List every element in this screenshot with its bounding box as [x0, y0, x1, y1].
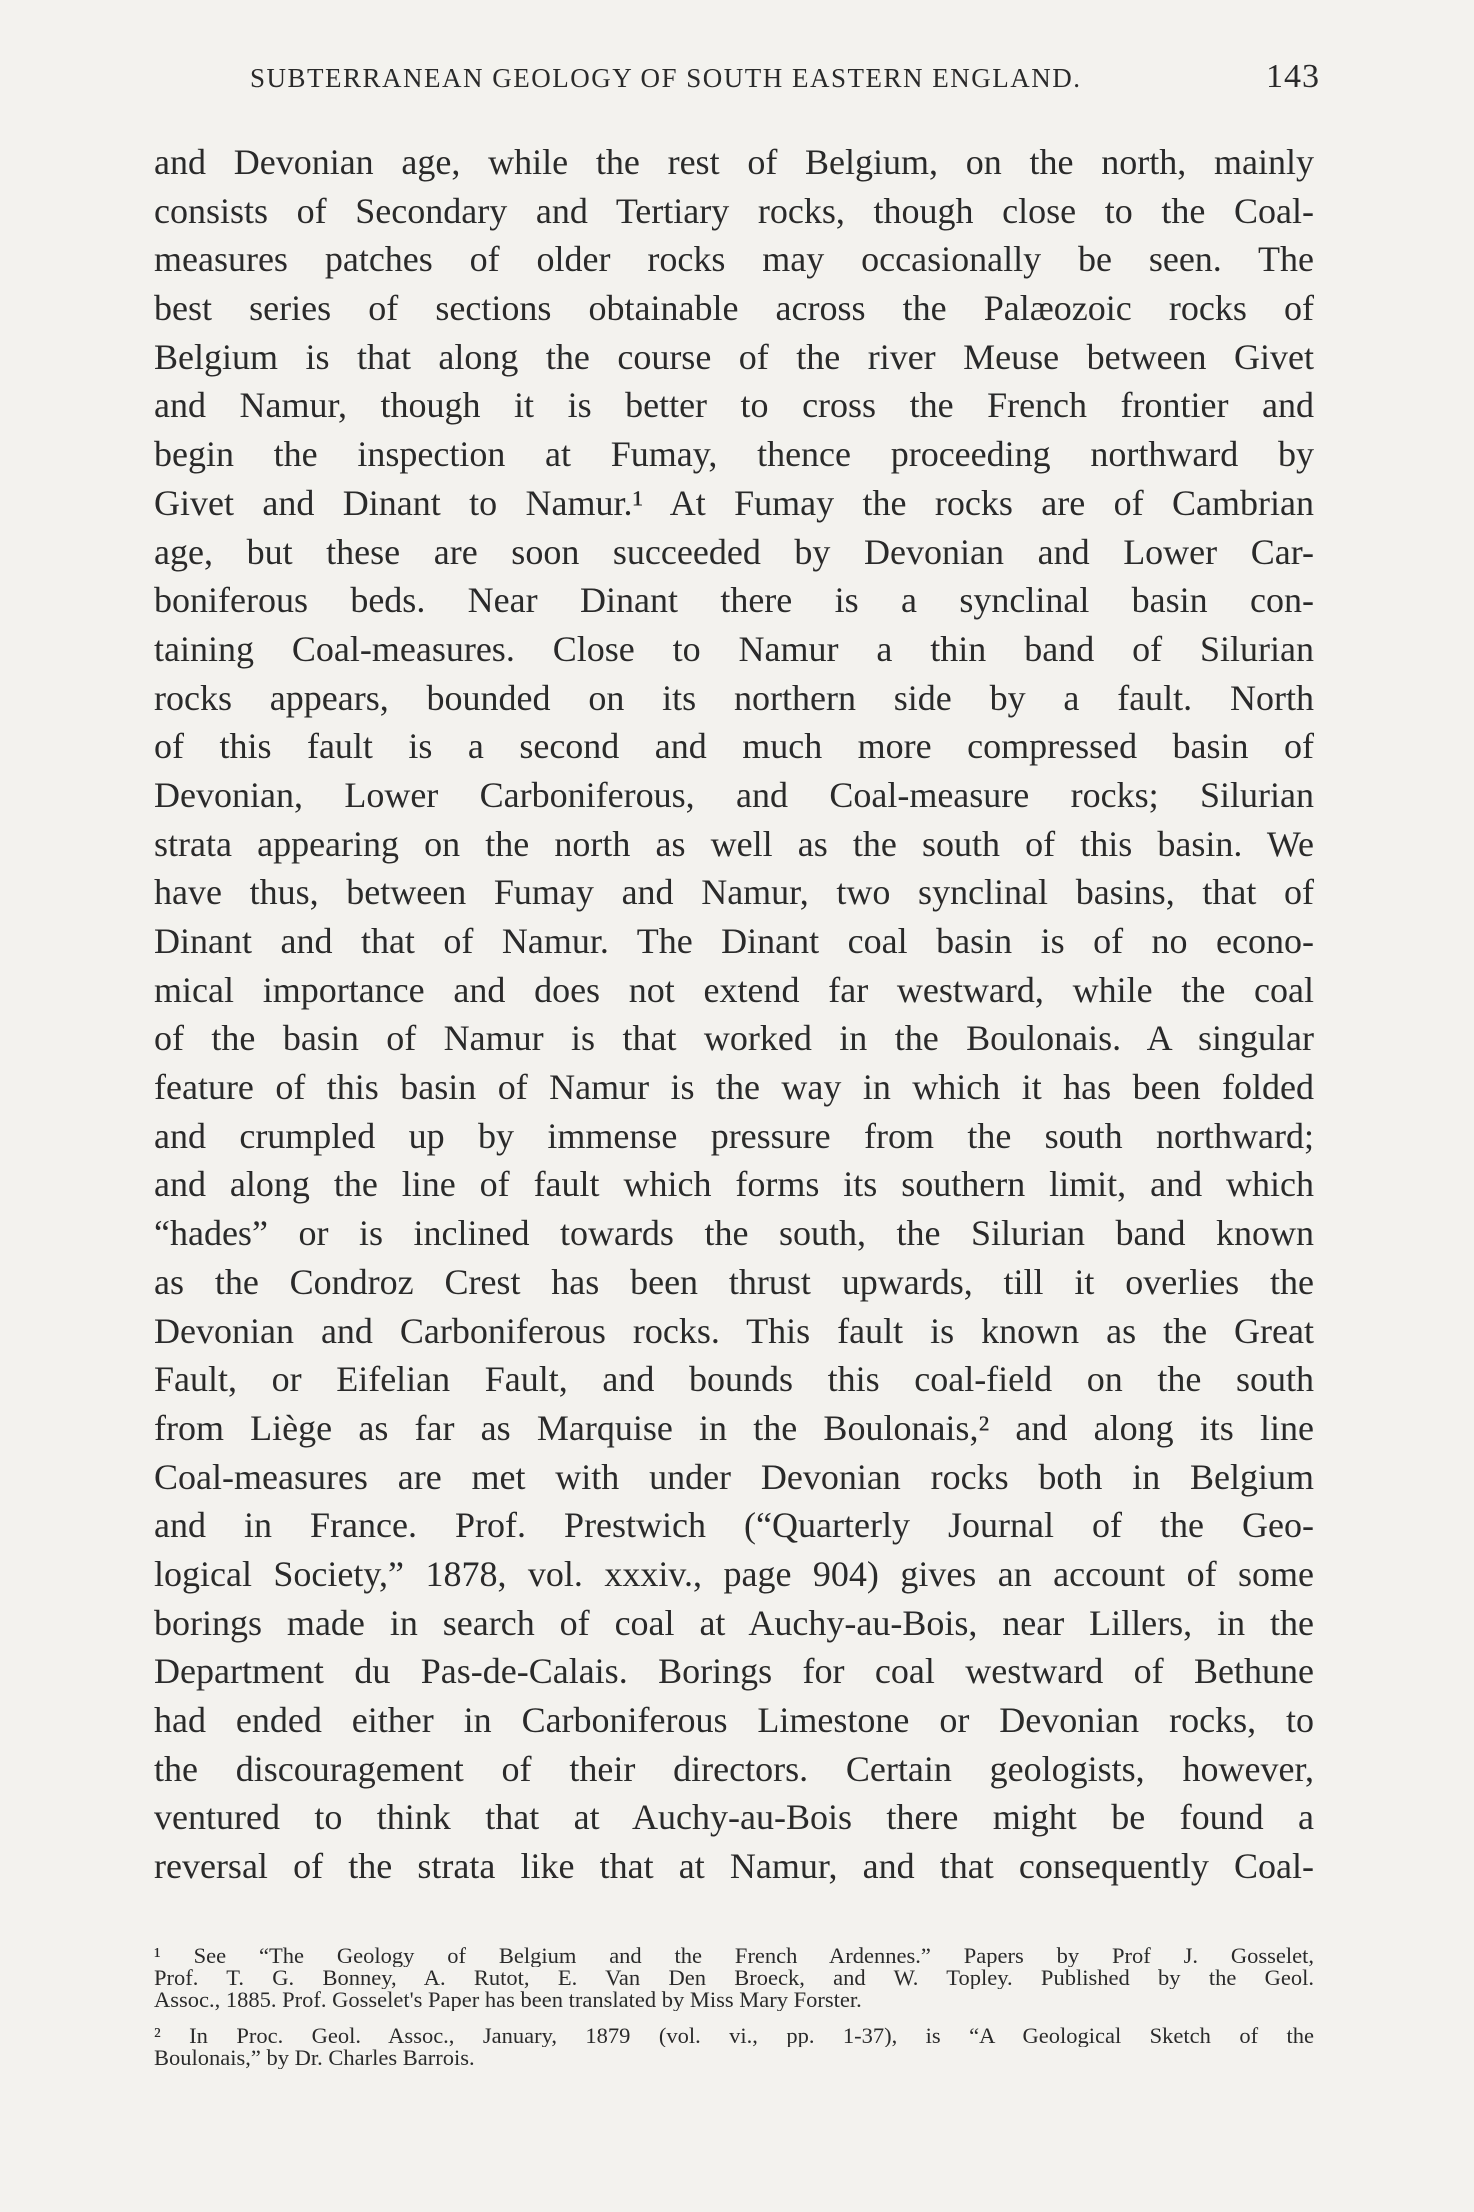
text-line: as the Condroz Crest has been thrust upwards, till it overlies the: [154, 1261, 1314, 1302]
text-line: Belgium is that along the course of the river Meuse between Givet: [154, 336, 1314, 377]
text-line: had ended either in Carboniferous Limestone or Devonian rocks, to: [154, 1700, 1314, 1740]
text-line: Devonian, Lower Carboniferous, and Coal-measure rocks; Silurian: [154, 774, 1314, 815]
text-line: and along the line of fault which forms its southern limit, and which: [154, 1164, 1314, 1205]
text-line: begin the inspection at Fumay, thence proceeding northward by: [154, 434, 1314, 475]
text-line: mical importance and does not extend far westward, while the coal: [154, 969, 1314, 1010]
text-line: Coal-measures are met with under Devonian rocks both in Belgium: [154, 1456, 1314, 1497]
text-line: and in France. Prof. Prestwich (“Quarterly Journal of the Geo-: [154, 1505, 1314, 1546]
footnote-line: ¹ See “The Geology of Belgium and the French Ardennes.” Papers by Prof J. Gosselet,: [154, 1945, 1314, 1967]
footnote-spacer: [154, 2011, 1314, 2025]
footnote-line: Prof. T. G. Bonney, A. Rutot, E. Van Den Broeck, and W. Topley. Published by the Geol.: [154, 1967, 1314, 1989]
text-line: and Namur, though it is better to cross the French frontier and: [154, 385, 1314, 426]
running-head: [250, 58, 1320, 96]
text-line: Department du Pas-de-Calais. Borings for coal westward of Bethune: [154, 1651, 1314, 1692]
text-line: ventured to think that at Auchy-au-Bois there might be found a: [154, 1797, 1314, 1838]
text-line: of this fault is a second and much more compressed basin of: [154, 726, 1314, 767]
body-text: [154, 138, 1314, 1891]
footnote-1: [154, 1945, 1314, 2011]
text-line: and crumpled up by immense pressure from the south northward;: [154, 1115, 1314, 1156]
text-line: Devonian and Carboniferous rocks. This fault is known as the Great: [154, 1310, 1314, 1351]
text-line: “hades” or is inclined towards the south, the Silurian band known: [154, 1213, 1314, 1254]
footnotes: [154, 1945, 1314, 2069]
text-line: age, but these are soon succeeded by Devonian and Lower Car-: [154, 531, 1314, 572]
text-line: have thus, between Fumay and Namur, two synclinal basins, that of: [154, 872, 1314, 913]
text-line: strata appearing on the north as well as the south of this basin. We: [154, 823, 1314, 864]
text-line: measures patches of older rocks may occasionally be seen. The: [154, 239, 1314, 280]
footnote-line: ² In Proc. Geol. Assoc., January, 1879 (vol. vi., pp. 1-37), is “A Geological Sketch of the: [154, 2025, 1314, 2047]
running-title: SUBTERRANEAN GEOLOGY OF SOUTH EASTERN ENGLAND.: [250, 63, 1082, 93]
text-line: Fault, or Eifelian Fault, and bounds this coal-field on the south: [154, 1359, 1314, 1400]
footnote-2: [154, 2025, 1314, 2069]
page-number: 143: [1266, 58, 1320, 95]
text-line: reversal of the strata like that at Namur, and that consequently Coal-: [154, 1846, 1314, 1887]
text-line: borings made in search of coal at Auchy-au-Bois, near Lillers, in the: [154, 1602, 1314, 1643]
text-line: Dinant and that of Namur. The Dinant coal basin is of no econo-: [154, 921, 1314, 961]
text-line: feature of this basin of Namur is the way in which it has been folded: [154, 1067, 1314, 1108]
text-line: logical Society,” 1878, vol. xxxiv., page 904) gives an account of some: [154, 1553, 1314, 1594]
text-line: taining Coal-measures. Close to Namur a thin band of Silurian: [154, 628, 1314, 669]
text-line: the discouragement of their directors. Certain geologists, however,: [154, 1748, 1314, 1789]
footnote-line: Assoc., 1885. Prof. Gosselet's Paper has been translated by Miss Mary Forster.: [154, 1989, 862, 2011]
text-line: rocks appears, bounded on its northern side by a fault. North: [154, 677, 1314, 718]
text-line: of the basin of Namur is that worked in the Boulonais. A singular: [154, 1018, 1314, 1059]
text-line: from Liège as far as Marquise in the Boulonais,² and along its line: [154, 1407, 1314, 1448]
text-line: best series of sections obtainable across the Palæozoic rocks of: [154, 288, 1314, 329]
text-line: consists of Secondary and Tertiary rocks, though close to the Coal-: [154, 190, 1314, 231]
text-line: boniferous beds. Near Dinant there is a synclinal basin con-: [154, 580, 1314, 621]
text-line: Givet and Dinant to Namur.¹ At Fumay the rocks are of Cambrian: [154, 482, 1314, 523]
footnote-line: Boulonais,” by Dr. Charles Barrois.: [154, 2047, 475, 2069]
text-line: and Devonian age, while the rest of Belgium, on the north, mainly: [154, 142, 1314, 182]
